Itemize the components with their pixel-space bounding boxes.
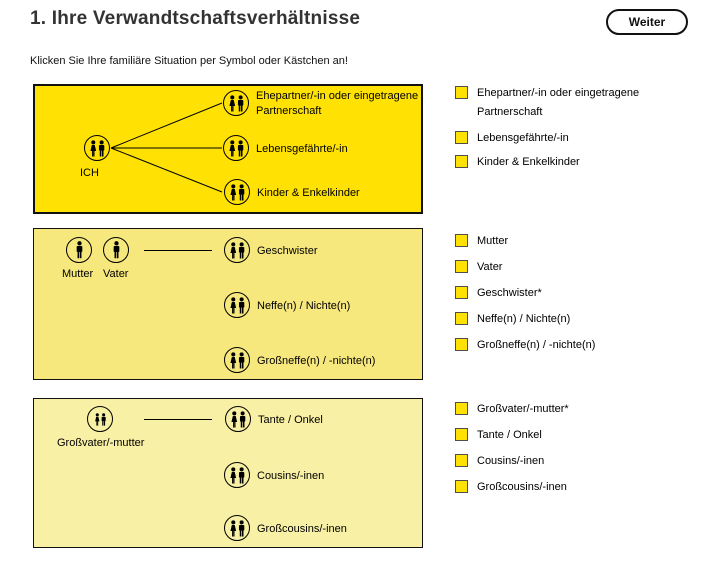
vater-checkbox[interactable] — [455, 260, 468, 273]
grossvater-symbol[interactable] — [87, 406, 113, 432]
two-person-icon — [229, 242, 246, 259]
checkbox-row-tante — [455, 426, 542, 445]
connector-line — [144, 250, 212, 251]
page-title: 1. Ihre Verwandtschaftsverhältnisse — [30, 8, 361, 29]
grossvater-checkbox-label: Großvater/-mutter* — [477, 403, 569, 415]
mutter-checkbox-label: Mutter — [477, 235, 509, 247]
next-button[interactable]: Weiter — [606, 9, 688, 35]
kinder-checkbox[interactable] — [455, 155, 468, 168]
lebensgefaehrte-symbol[interactable] — [223, 135, 249, 161]
kinder-checkbox-label: Kinder & Enkelkinder — [477, 156, 580, 168]
checkbox-row-cousins — [455, 452, 544, 471]
mutter-symbol[interactable] — [66, 237, 92, 263]
grosscousins-node-label: Großcousins/-inen — [257, 523, 347, 535]
geschwister-checkbox[interactable] — [455, 286, 468, 299]
cousins-checkbox-label: Cousins/-inen — [477, 455, 545, 467]
two-person-icon — [229, 184, 246, 201]
grosscousins-checkbox[interactable] — [455, 480, 468, 493]
grossvater-label: Großvater/-mutter — [57, 437, 145, 449]
grossneffe-checkbox[interactable] — [455, 338, 468, 351]
tante-node-label: Tante / Onkel — [258, 414, 323, 426]
mutter-label: Mutter — [62, 268, 94, 280]
cousins-node-label: Cousins/-inen — [257, 470, 325, 482]
geschwister-symbol[interactable] — [224, 237, 250, 263]
kinder-node-label: Kinder & Enkelkinder — [257, 187, 360, 199]
diagram-box-parents-siblings — [33, 228, 423, 380]
checkbox-row-grossneffe — [455, 336, 595, 355]
two-person-icon — [230, 411, 247, 428]
checkbox-row-vater — [455, 258, 502, 277]
ehepartner-node-label: Ehepartner/-in oder eingetragene Partnerschaft — [256, 90, 419, 117]
two-person-icon — [229, 352, 246, 369]
vater-symbol[interactable] — [103, 237, 129, 263]
tante-symbol[interactable] — [225, 406, 251, 432]
cousins-checkbox[interactable] — [455, 454, 468, 467]
two-person-icon — [228, 140, 245, 157]
person-icon — [112, 241, 121, 259]
checkbox-row-neffe — [455, 310, 570, 329]
checkbox-row-ehepartner — [455, 84, 655, 122]
neffe-symbol[interactable] — [224, 292, 250, 318]
grossneffe-checkbox-label: Großneffe(n) / -nichte(n) — [477, 339, 596, 351]
diagram-box-grandparents — [33, 398, 423, 548]
checkbox-row-grossvater — [455, 400, 569, 419]
neffe-checkbox[interactable] — [455, 312, 468, 325]
kinder-symbol[interactable] — [224, 179, 250, 205]
vater-checkbox-label: Vater — [477, 261, 503, 273]
checkbox-row-kinder — [455, 153, 580, 172]
ich-label: ICH — [80, 167, 99, 179]
two-person-icon — [229, 467, 246, 484]
grossvater-checkbox[interactable] — [455, 402, 468, 415]
checkbox-row-grosscousins — [455, 478, 567, 497]
vater-label: Vater — [103, 268, 129, 280]
two-person-icon — [229, 520, 246, 537]
two-person-icon — [89, 140, 106, 157]
grossneffe-symbol[interactable] — [224, 347, 250, 373]
ehepartner-checkbox-label: Ehepartner/-in oder eingetragene Partnerschaft — [477, 87, 640, 118]
neffe-checkbox-label: Neffe(n) / Nichte(n) — [477, 313, 571, 325]
two-person-icon — [228, 95, 245, 112]
grosscousins-checkbox-label: Großcousins/-inen — [477, 481, 567, 493]
person-icon — [75, 241, 84, 259]
geschwister-checkbox-label: Geschwister* — [477, 287, 542, 299]
neffe-node-label: Neffe(n) / Nichte(n) — [257, 300, 351, 312]
mutter-checkbox[interactable] — [455, 234, 468, 247]
tante-checkbox-label: Tante / Onkel — [477, 429, 542, 441]
checkbox-row-geschwister — [455, 284, 542, 303]
cousins-symbol[interactable] — [224, 462, 250, 488]
checkbox-row-lebensgefaehrte — [455, 129, 569, 148]
ehepartner-checkbox[interactable] — [455, 86, 468, 99]
two-person-icon — [229, 297, 246, 314]
ehepartner-symbol[interactable] — [223, 90, 249, 116]
grosscousins-symbol[interactable] — [224, 515, 250, 541]
lebensgefaehrte-checkbox-label: Lebensgefährte/-in — [477, 132, 569, 144]
tante-checkbox[interactable] — [455, 428, 468, 441]
lebensgefaehrte-node-label: Lebensgefährte/-in — [256, 143, 348, 155]
instruction-text: Klicken Sie Ihre familiäre Situation per Symbol oder Kästchen an! — [30, 55, 348, 67]
geschwister-node-label: Geschwister — [257, 245, 318, 257]
checkbox-row-mutter — [455, 232, 508, 251]
lebensgefaehrte-checkbox[interactable] — [455, 131, 468, 144]
diagram-box-immediate-family — [33, 84, 423, 214]
grossneffe-node-label: Großneffe(n) / -nichte(n) — [257, 355, 376, 367]
connector-line — [144, 419, 212, 420]
ich-symbol[interactable] — [84, 135, 110, 161]
two-person-icon — [94, 413, 107, 426]
